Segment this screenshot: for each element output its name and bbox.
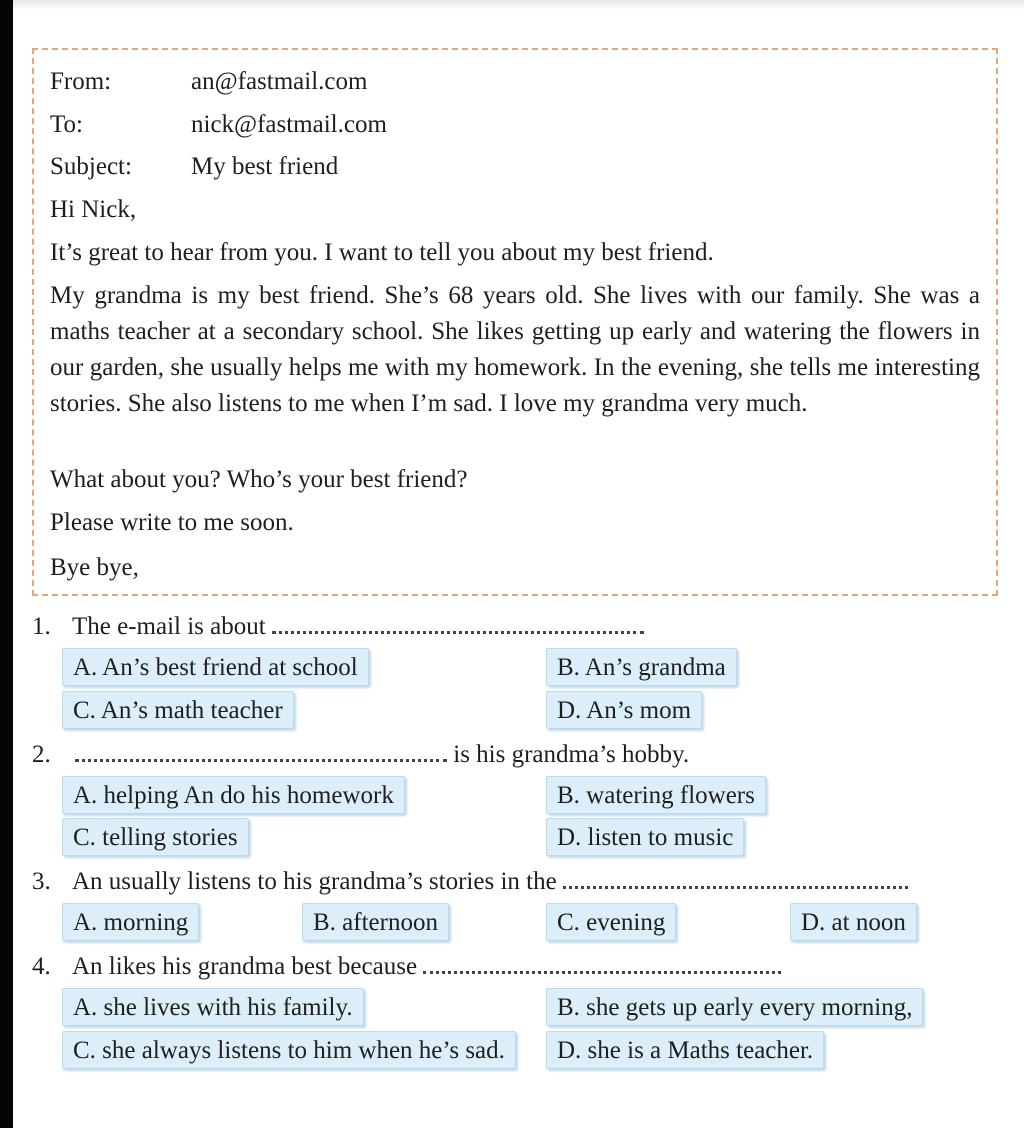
question-2-prompt: is his grandma’s hobby. xyxy=(453,741,690,768)
greeting: Hi Nick, xyxy=(50,196,137,223)
from-value: an@fastmail.com xyxy=(191,68,368,95)
left-edge-bar xyxy=(0,0,13,1128)
question-4-number: 4. xyxy=(32,953,51,980)
question-3-prompt: An usually listens to his grandma’s stories in the xyxy=(72,868,557,895)
q4-option-a[interactable]: A. she lives with his family. xyxy=(62,988,364,1026)
question-3-text xyxy=(72,867,908,897)
top-shadow-band xyxy=(13,0,1024,10)
q3-option-b[interactable]: B. afternoon xyxy=(302,903,449,941)
question-2-text xyxy=(75,740,689,770)
to-label: To: xyxy=(50,111,83,138)
q3-option-c[interactable]: C. evening xyxy=(546,903,676,941)
question-line: What about you? Who’s your best friend? xyxy=(50,466,468,493)
signoff: Bye bye, xyxy=(50,554,139,581)
question-1-prompt: The e-mail is about xyxy=(72,613,266,640)
answer-blank xyxy=(563,886,908,889)
closing-request: Please write to me soon. xyxy=(50,509,294,536)
question-4-prompt: An likes his grandma best because xyxy=(72,953,418,980)
answer-blank xyxy=(423,971,781,974)
question-1-text xyxy=(72,612,644,642)
question-2-number: 2. xyxy=(32,741,51,768)
to-value: nick@fastmail.com xyxy=(191,111,387,138)
answer-blank xyxy=(272,631,644,634)
question-4-text xyxy=(72,952,781,982)
q4-option-b[interactable]: B. she gets up early every morning, xyxy=(546,988,923,1026)
q2-option-c[interactable]: C. telling stories xyxy=(62,818,249,856)
q2-option-b[interactable]: B. watering flowers xyxy=(546,776,766,814)
q4-option-c[interactable]: C. she always listens to him when he’s sad. xyxy=(62,1031,516,1069)
subject-value: My best friend xyxy=(191,153,339,180)
from-label: From: xyxy=(50,68,112,95)
q2-option-a[interactable]: A. helping An do his homework xyxy=(62,776,405,814)
q3-option-d[interactable]: D. at noon xyxy=(790,903,917,941)
q1-option-a[interactable]: A. An’s best friend at school xyxy=(62,648,369,686)
intro-line: It’s great to hear from you. I want to tell you about my best friend. xyxy=(50,239,714,266)
q2-option-d[interactable]: D. listen to music xyxy=(546,818,744,856)
answer-blank xyxy=(75,759,447,762)
question-1-number: 1. xyxy=(32,613,51,640)
q3-option-a[interactable]: A. morning xyxy=(62,903,199,941)
subject-label: Subject: xyxy=(50,153,132,180)
q1-option-c[interactable]: C. An’s math teacher xyxy=(62,691,294,729)
body-paragraph: My grandma is my best friend. She’s 68 years old. She lives with our family. She was a maths teacher at a secondary school. She likes getting up early and watering the flowers in our garden, she usually helps me with my homework. In the evening, she tells me interesting stories. She also listens to me when I’m sad. I love my grandma very much. xyxy=(50,282,980,417)
q4-option-d[interactable]: D. she is a Maths teacher. xyxy=(546,1031,824,1069)
q1-option-d[interactable]: D. An’s mom xyxy=(546,691,702,729)
q1-option-b[interactable]: B. An’s grandma xyxy=(546,648,737,686)
question-3-number: 3. xyxy=(32,868,51,895)
